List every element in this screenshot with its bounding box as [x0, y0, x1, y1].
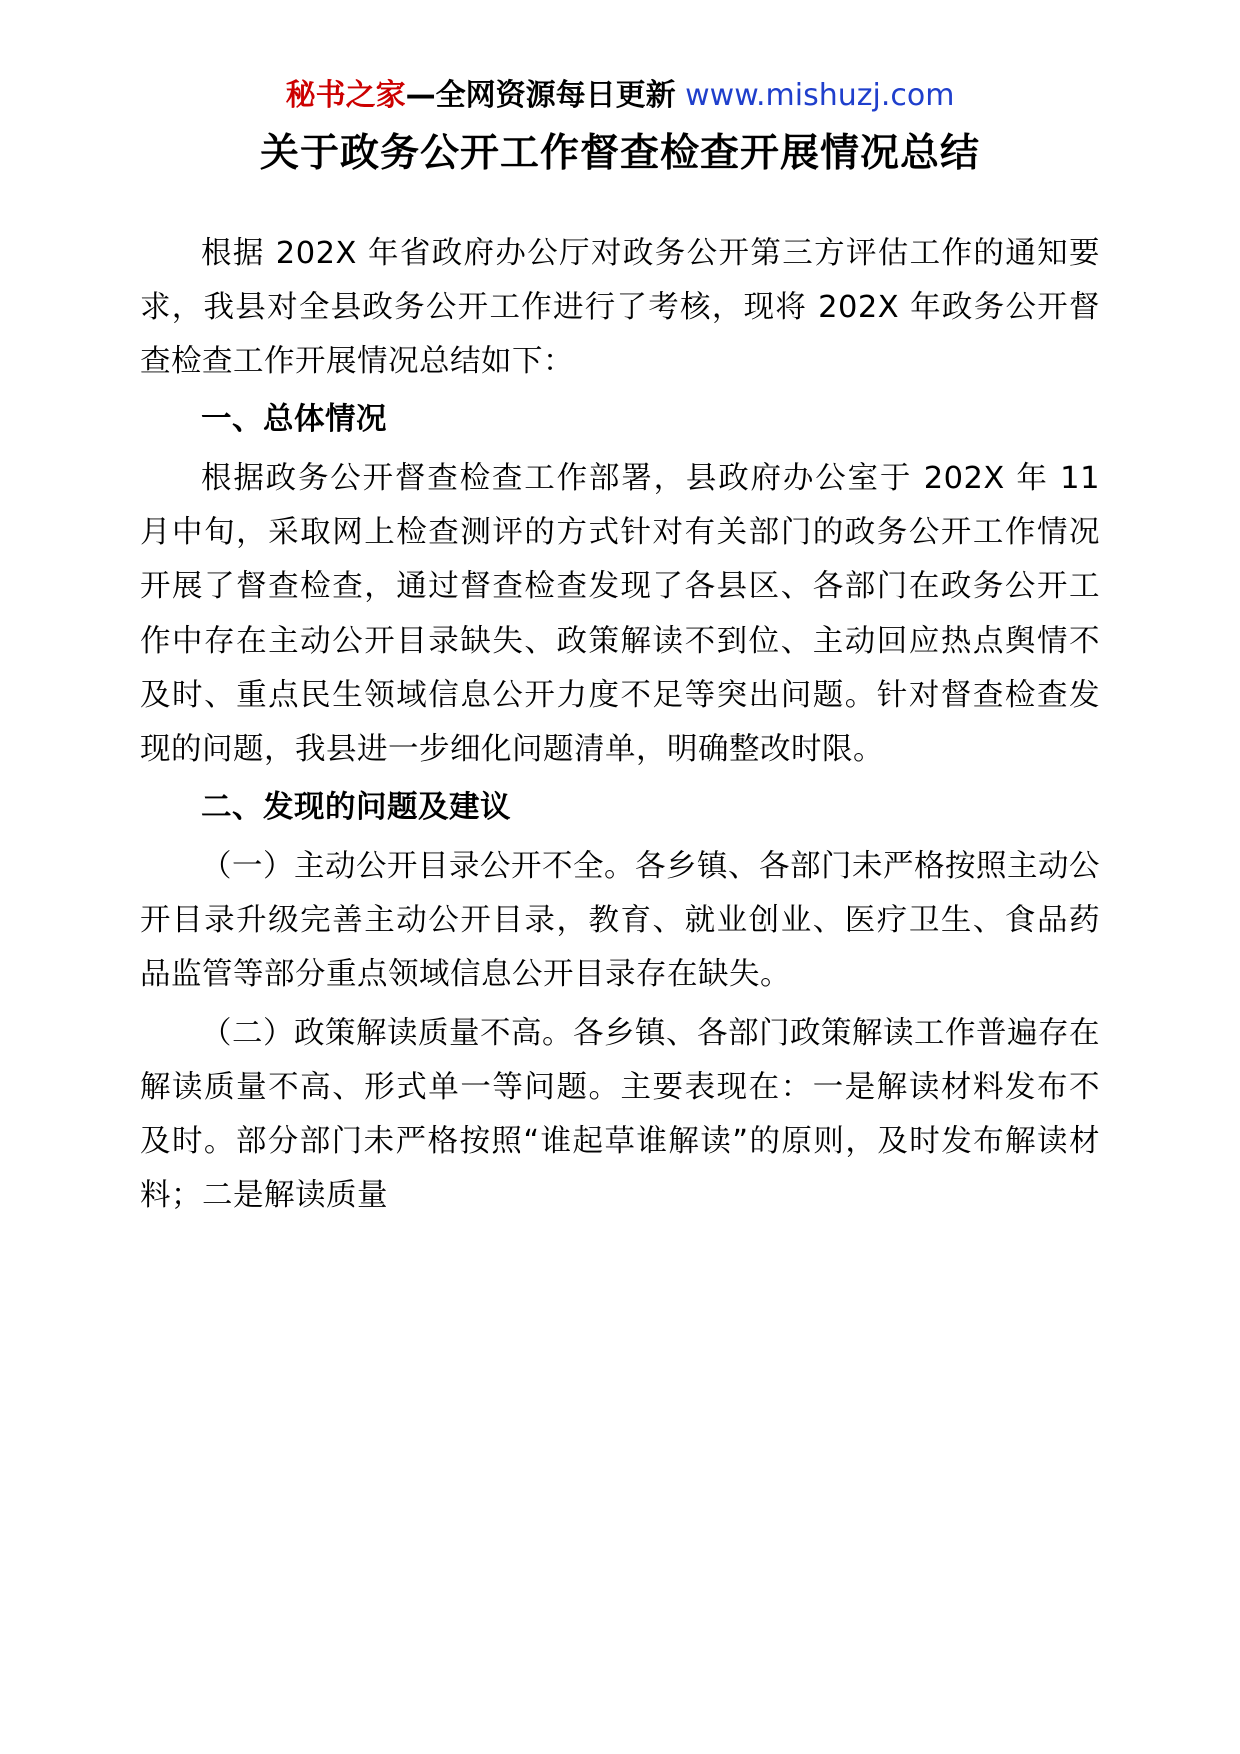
- section-heading-2: 二、发现的问题及建议: [201, 790, 511, 826]
- section-heading-1: 一、总体情况: [201, 402, 387, 438]
- watermark-tagline: —全网资源每日更新: [405, 78, 676, 113]
- paragraph-overall-situation: 根据政务公开督查检查工作部署，县政府办公室于 202X 年 11 月中旬，采取网上检查测评的方式针对有关部门的政务公开工作情况开展了督查检查，通过督查检查发现了各县区、各部门在政务公开工作中存在主动公开目录缺失、政策解读不到位、主动回应热点舆情不及时、重点民生领域信息公开力度不足等突出问题。针对督查检查发现的问题，我县进一步细化问题清单，明确整改时限。: [140, 460, 1100, 768]
- paragraph-intro: 根据 202X 年省政府办公厅对政务公开第三方评估工作的通知要求，我县对全县政务公开工作进行了考核，现将 202X 年政务公开督查检查工作开展情况总结如下：: [140, 235, 1100, 380]
- document-body: [140, 227, 1100, 1224]
- site-watermark: [140, 78, 1100, 114]
- paragraph-issue-2: （二）政策解读质量不高。各乡镇、各部门政策解读工作普遍存在解读质量不高、形式单一等问题。主要表现在：一是解读材料发布不及时。部分部门未严格按照“谁起草谁解读”的原则，及时发布解读材料；二是解读质量: [140, 1015, 1100, 1214]
- watermark-url: www.mishuzj.com: [685, 78, 955, 113]
- page-title: 关于政务公开工作督查检查开展情况总结: [259, 131, 980, 176]
- paragraph-issue-1: （一）主动公开目录公开不全。各乡镇、各部门未严格按照主动公开目录升级完善主动公开目录，教育、就业创业、医疗卫生、食品药品监管等部分重点领域信息公开目录存在缺失。: [140, 848, 1100, 993]
- watermark-brand: 秘书之家: [285, 78, 406, 113]
